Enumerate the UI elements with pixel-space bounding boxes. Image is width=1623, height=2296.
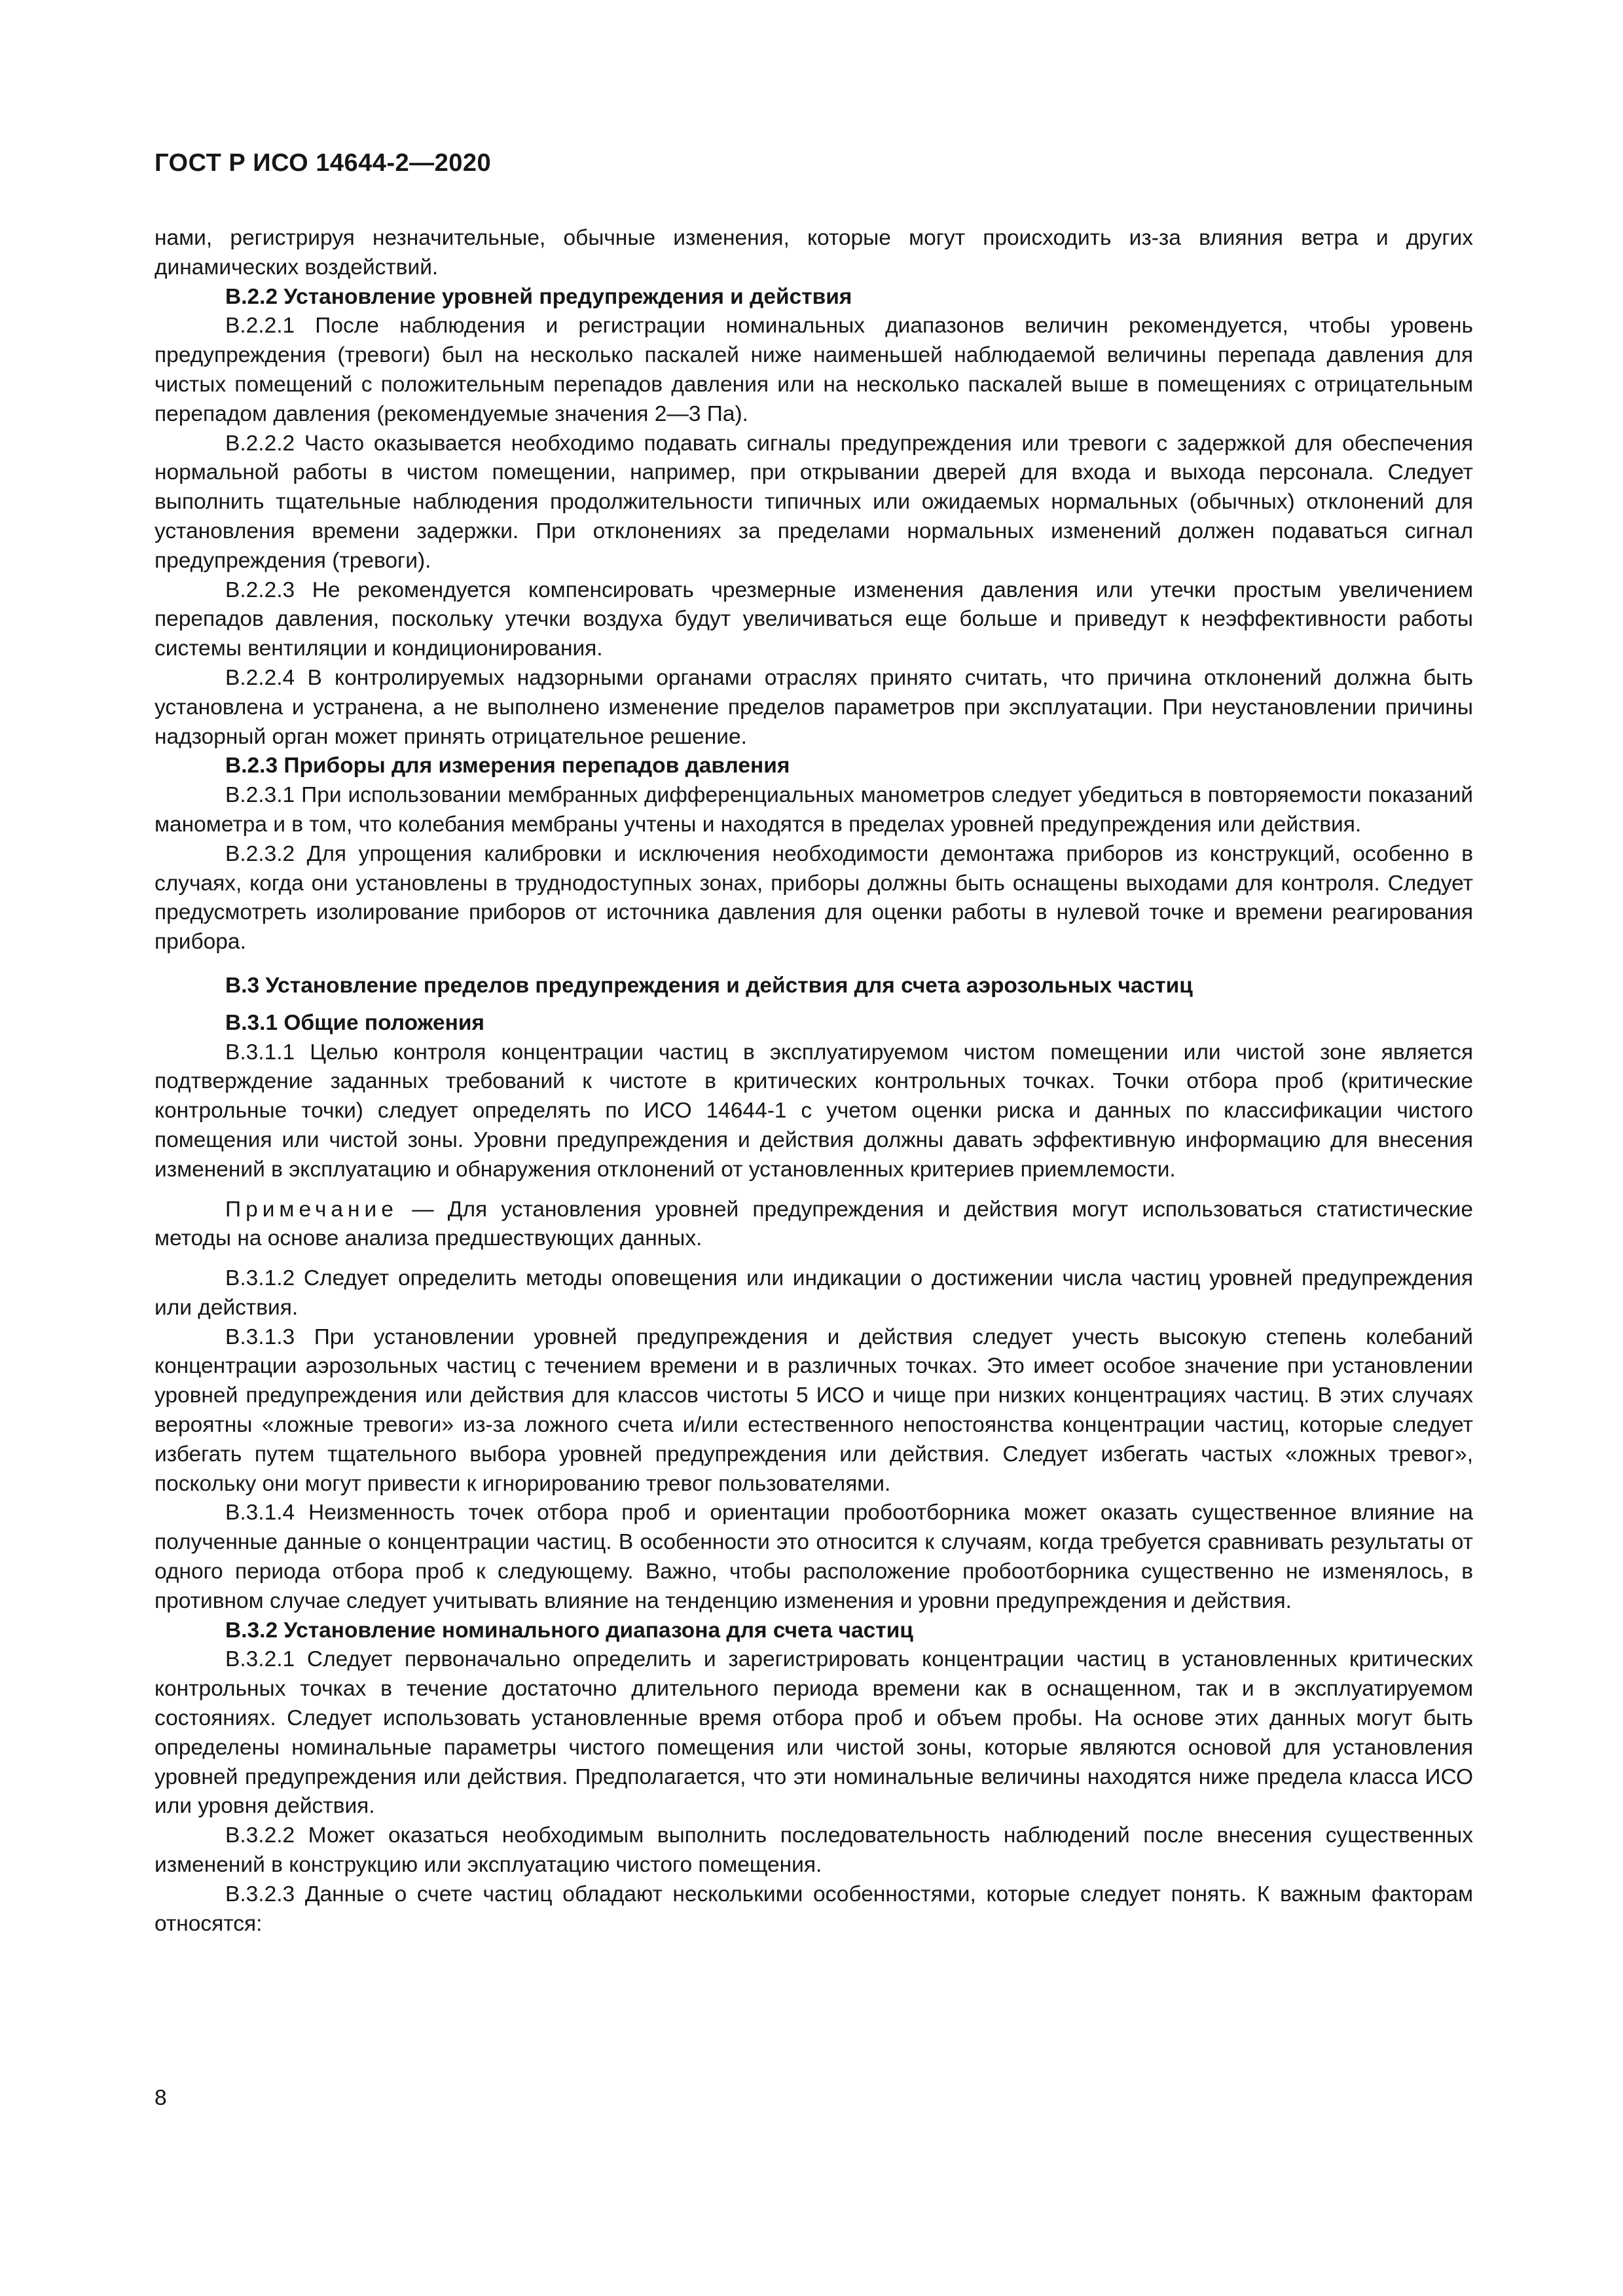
- section-heading-b32: B.3.2 Установление номинального диапазона для счета частиц: [225, 1618, 913, 1643]
- paragraph-b221: B.2.2.1 После наблюдения и регистрации номинальных диапазонов величин рекомендуется, чтобы уровень предупреждения (тревоги) был на несколько паскалей ниже наименьшей наблюдаемой величины перепада давления для чистых помещений с положительным перепадов давления или на несколько паскалей выше в помещениях с отрицательным перепадом давления (рекомендуемые значения 2—3 Па).: [155, 314, 1473, 426]
- standard-header: ГОСТ Р ИСО 14644-2—2020: [155, 149, 492, 177]
- paragraph-b224: B.2.2.4 В контролируемых надзорными органами отраслях принято считать, что причина отклонений должна быть установлена и устранена, а не выполнено изменение пределов параметров при эксплуатации. При неустановлении причины надзорный орган может принять отрицательное решение.: [155, 665, 1473, 749]
- paragraph-b311: B.3.1.1 Целью контроля концентрации частиц в эксплуатируемом чистом помещении или чистой зоне является подтверждение заданных требований к чистоте в критических контрольных точках. Точки отбора проб (критические контрольные точки) следует определять по ИСО 14644-1 с учетом оценки риска и данных по классификации чистого помещения или чистой зоны. Уровни предупреждения и действия должны давать эффективную информацию для внесения изменений в эксплуатацию и обнаружения отклонений от установленных критериев приемлемости.: [155, 1040, 1473, 1182]
- paragraph-b323: B.3.2.3 Данные о счете частиц обладают несколькими особенностями, которые следует понять. К важным факторам относятся:: [155, 1882, 1473, 1936]
- paragraph-b312: B.3.1.2 Следует определить методы оповещения или индикации о достижении числа частиц уровней предупреждения или действия.: [155, 1266, 1473, 1320]
- note-label: Примечание: [225, 1197, 398, 1222]
- section-heading-b31: B.3.1 Общие положения: [225, 1010, 484, 1035]
- paragraph-b231: B.2.3.1 При использовании мембранных дифференциальных манометров следует убедиться в повторяемости показаний манометра и в том, что колебания мембраны учтены и находятся в пределах уровней предупреждения или действия.: [155, 783, 1473, 837]
- note-paragraph: [155, 1195, 1473, 1254]
- paragraph-b223: B.2.2.3 Не рекомендуется компенсировать чрезмерные изменения давления или утечки простым увеличением перепадов давления, поскольку утечки воздуха будут увеличиваться еще больше и приведут к неэффективности работы системы вентиляции и кондиционирования.: [155, 577, 1473, 661]
- paragraph-b222: B.2.2.2 Часто оказывается необходимо подавать сигналы предупреждения или тревоги с задержкой для обеспечения нормальной работы в чистом помещении, например, при открывании дверей для входа и выхода персонала. Следует выполнить тщательные наблюдения продолжительности типичных или ожидаемых нормальных (обычных) отклонений для установления времени задержки. При отклонениях за пределами нормальных изменений должен подаваться сигнал предупреждения (тревоги).: [155, 431, 1473, 573]
- section-heading-b22: B.2.2 Установление уровней предупреждения и действия: [225, 284, 852, 309]
- paragraph-continuation: нами, регистрируя незначительные, обычные изменения, которые могут происходить из-за влияния ветра и других динамических воздействий.: [155, 226, 1473, 280]
- page-number: 8: [155, 2086, 167, 2110]
- section-heading-b3: B.3 Установление пределов предупреждения и действия для счета аэрозольных частиц: [225, 973, 1193, 998]
- paragraph-b232: B.2.3.2 Для упрощения калибровки и исключения необходимости демонтажа приборов из конструкций, особенно в случаях, когда они установлены в труднодоступных зонах, приборы должны быть оснащены выходами для контроля. Следует предусмотреть изолирование приборов от источника давления для оценки работы в нулевой точке и времени реагирования прибора.: [155, 841, 1473, 955]
- paragraph-b321: B.3.2.1 Следует первоначально определить и зарегистрировать концентрации частиц в установленных критических контрольных точках в течение достаточно длительного периода времени как в оснащенном, так и в эксплуатируемом состояниях. Следует использовать установленные время отбора проб и объем пробы. На основе этих данных могут быть определены номинальные параметры чистого помещения или чистой зоны, которые являются основой для установления уровней предупреждения или действия. Предполагается, что эти номинальные величины находятся ниже предела класса ИСО или уровня действия.: [155, 1647, 1473, 1819]
- note-text: — Для установления уровней предупреждения и действия могут использоваться статистические методы на основе анализа предшествующих данных.: [155, 1197, 1473, 1251]
- paragraph-b313: B.3.1.3 При установлении уровней предупреждения и действия следует учесть высокую степень колебаний концентрации аэрозольных частиц с течением времени и в различных точках. Это имеет особое значение при установлении уровней предупреждения или действия для классов чистоты 5 ИСО и чище при низких концентрациях частиц. В этих случаях вероятны «ложные тревоги» из-за ложного счета и/или естественного непостоянства концентрации частиц, которые следует избегать путем тщательного выбора уровней предупреждения или действия. Следует избегать частых «ложных тревог», поскольку они могут привести к игнорированию тревог пользователями.: [155, 1324, 1473, 1496]
- paragraph-b314: B.3.1.4 Неизменность точек отбора проб и ориентации пробоотборника может оказать существенное влияние на полученные данные о концентрации частиц. В особенности это относится к случаям, когда требуется сравнивать результаты от одного периода отбора проб к следующему. Важно, чтобы расположение пробоотборника существенно не изменялось, в противном случае следует учитывать влияние на тенденцию изменения и уровни предупреждения и действия.: [155, 1501, 1473, 1613]
- paragraph-b322: B.3.2.2 Может оказаться необходимым выполнить последовательность наблюдений после внесения существенных изменений в конструкцию или эксплуатацию чистого помещения.: [155, 1823, 1473, 1878]
- document-body: [155, 224, 1473, 1939]
- section-heading-b23: B.2.3 Приборы для измерения перепадов давления: [225, 754, 790, 778]
